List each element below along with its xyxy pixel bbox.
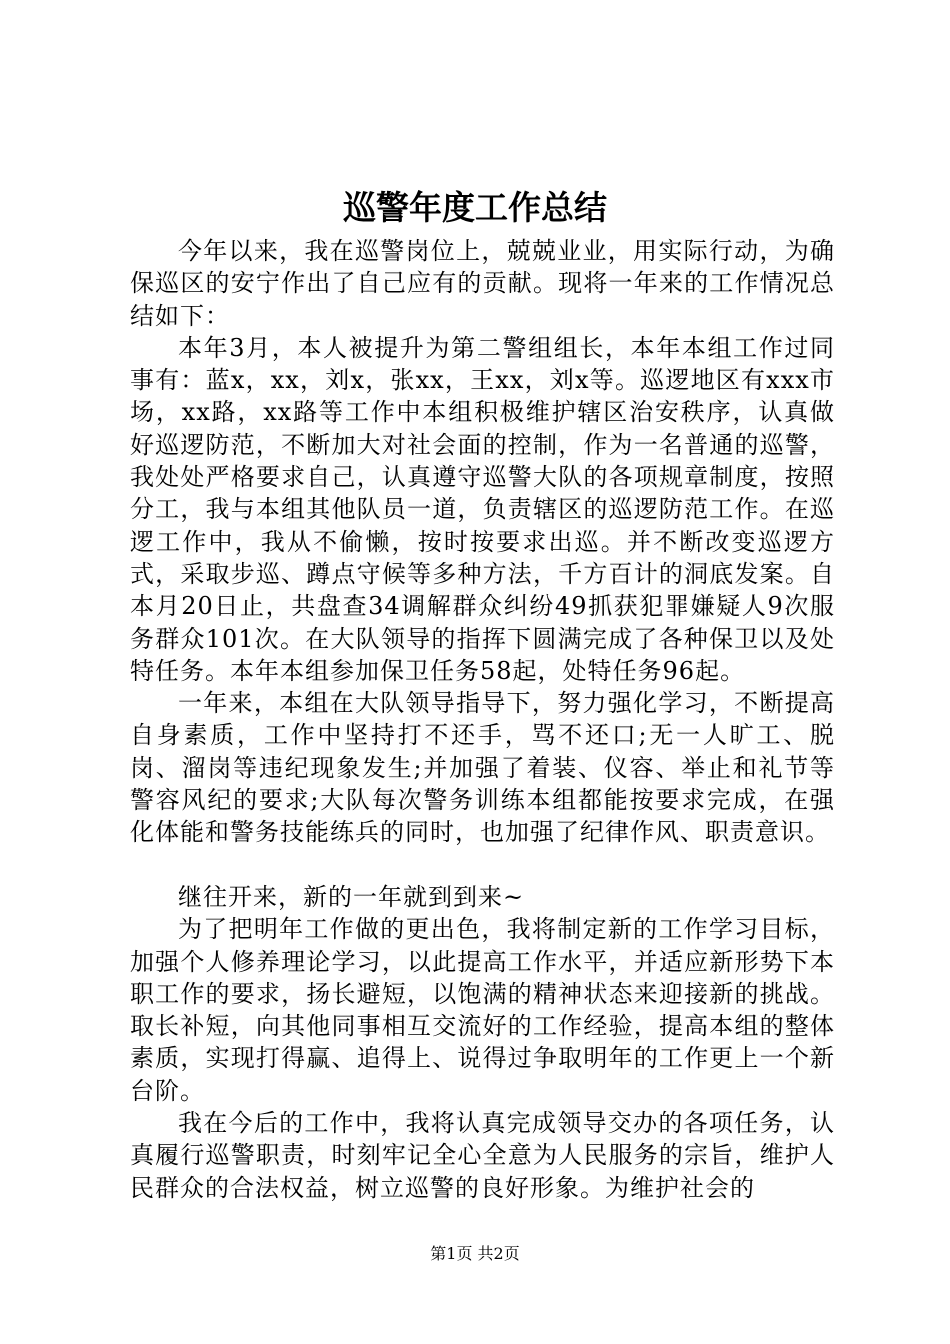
paragraph-spacer bbox=[130, 849, 835, 881]
paragraph-intro: 今年以来，我在巡警岗位上，兢兢业业，用实际行动，为确保巡区的安宁作出了自己应有的贡献。现将一年来的工作情况总结如下： bbox=[130, 237, 835, 330]
page-number-footer: 第1页 共2页 bbox=[430, 1244, 520, 1263]
paragraph-future-commitment: 我在今后的工作中，我将认真完成领导交办的各项任务，认真履行巡警职责，时刻牢记全心全意为人民服务的宗旨，维护人民群众的合法权益，树立巡警的良好形象。为维护社会的 bbox=[130, 1109, 835, 1202]
paragraph-transition: 继往开来，新的一年就到到来~ bbox=[178, 882, 525, 911]
document-body bbox=[130, 235, 835, 1204]
paragraph-discipline: 一年来，本组在大队领导指导下，努力强化学习，不断提高自身素质，工作中坚持打不还手，骂不还口;无一人旷工、脱岗、溜岗等违纪现象发生;并加强了着装、仪容、举止和礼节等警容风纪的要求;大队每次警务训练本组都能按要求完成，在强化体能和警务技能练兵的同时，也加强了纪律作风、职责意识。 bbox=[130, 689, 835, 847]
document-title: 巡警年度工作总结 bbox=[343, 188, 607, 227]
paragraph-work-details: 本年3月，本人被提升为第二警组组长，本年本组工作过同事有：蓝x，xx，刘x，张xx，王xx，刘x等。巡逻地区有xxx市场，xx路，xx路等工作中本组积极维护辖区治安秩序，认真做好巡逻防范，不断加大对社会面的控制，作为一名普通的巡警，我处处严格要求自己，认真遵守巡警大队的各项规章制度，按照分工，我与本组其他队员一道，负责辖区的巡逻防范工作。在巡逻工作中，我从不偷懒，按时按要求出巡。并不断改变巡逻方式，采取步巡、蹲点守候等多种方法，千方百计的洞底发案。自本月20日止，共盘查34调解群众纠纷49抓获犯罪嫌疑人9次服务群众101次。在大队领导的指挥下圆满完成了各种保卫以及处特任务。本年本组参加保卫任务58起，处特任务96起。 bbox=[130, 333, 835, 685]
paragraph-next-year-goals: 为了把明年工作做的更出色，我将制定新的工作学习目标，加强个人修养理论学习，以此提高工作水平，并适应新形势下本职工作的要求，扬长避短，以饱满的精神状态来迎接新的挑战。取长补短，向其他同事相互交流好的工作经验，提高本组的整体素质，实现打得赢、追得上、说得过争取明年的工作更上一个新台阶。 bbox=[130, 915, 835, 1105]
